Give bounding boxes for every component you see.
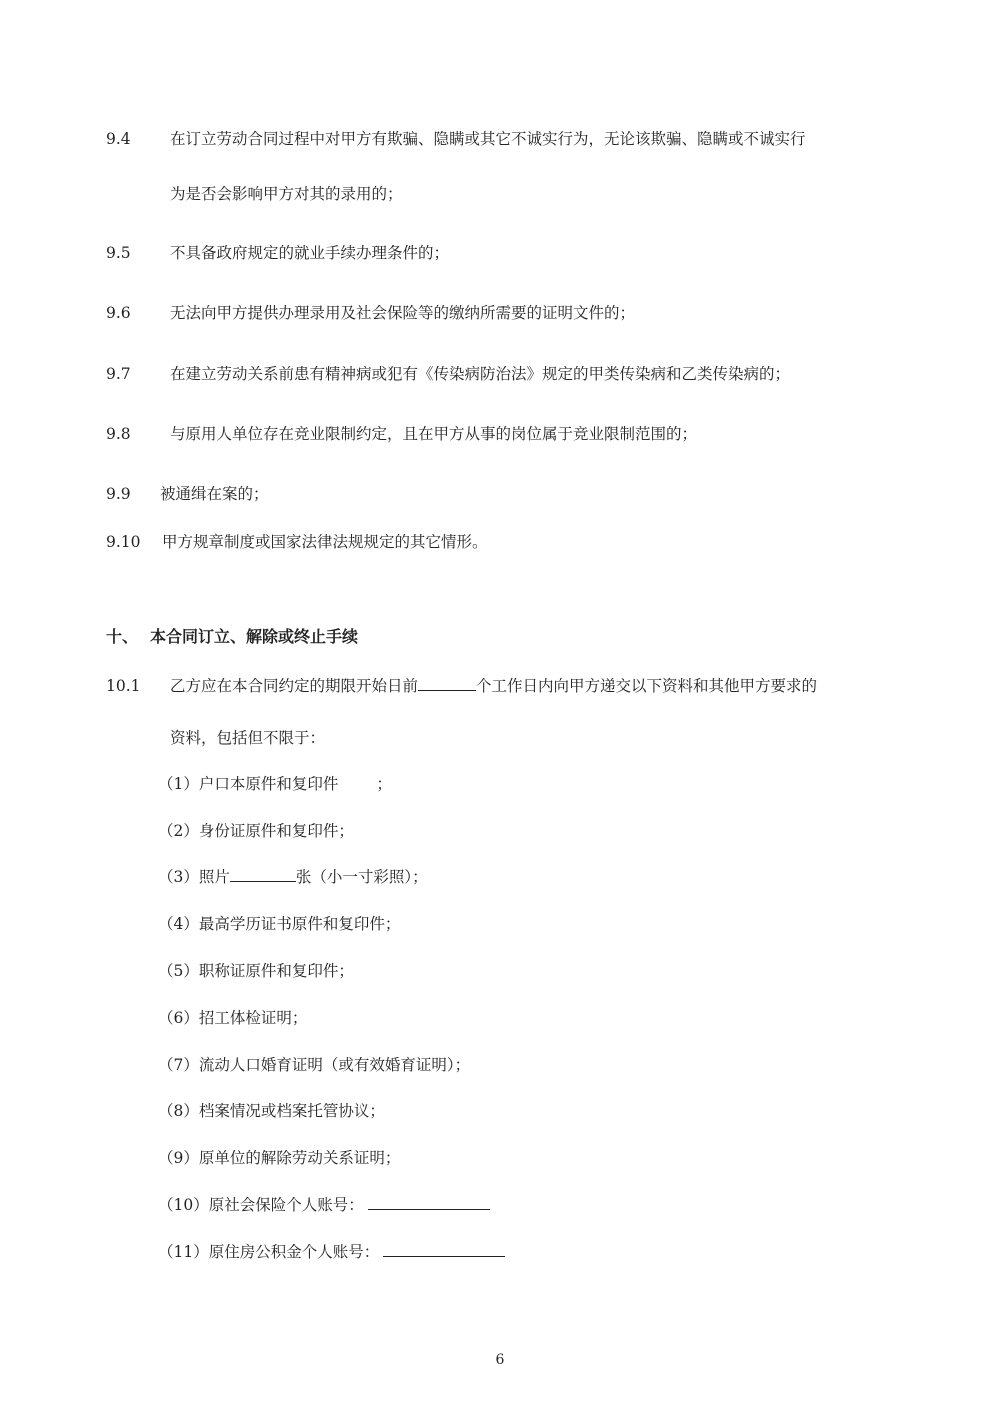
page-number: 6 [495, 1352, 505, 1368]
clause-number: 9.7 [106, 365, 131, 383]
item-label: （9）原单位的解除劳动关系证明； [158, 1149, 401, 1167]
item-label: （7）流动人口婚育证明（或有效婚育证明）； [158, 1056, 471, 1074]
workday-count-blank[interactable] [418, 676, 476, 691]
clause-number: 9.5 [106, 244, 131, 262]
clause-text: 在建立劳动关系前患有精神病或犯有《传染病防治法》规定的甲类传染病和乙类传染病的； [170, 365, 791, 383]
clause-text-before: 乙方应在本合同约定的期限开始日前 [170, 677, 419, 695]
clause-text-after: 个工作日内向甲方递交以下资料和其他甲方要求的 [476, 677, 818, 695]
item-label: （2）身份证原件和复印件； [158, 822, 354, 840]
item-label: （3）照片 [158, 868, 230, 886]
clause-number: 9.6 [106, 304, 131, 322]
item-label: （5）职称证原件和复印件； [158, 962, 354, 980]
clause-text: 在订立劳动合同过程中对甲方有欺骗、隐瞒或其它不诚实行为，无论该欺骗、隐瞒或不诚实行 [170, 130, 806, 148]
section-number: 十、 [106, 627, 139, 646]
item-label: （4）最高学历证书原件和复印件； [158, 915, 401, 933]
clause-number: 9.10 [106, 533, 141, 551]
item-label: （6）招工体检证明； [158, 1009, 308, 1027]
clause-number: 10.1 [106, 677, 141, 695]
clause-text: 为是否会影响甲方对其的录用的； [170, 185, 403, 203]
housing-fund-account-blank[interactable] [383, 1242, 505, 1257]
clause-text: 甲方规章制度或国家法律法规规定的其它情形。 [162, 533, 488, 551]
item-suffix: 张（小一寸彩照）； [295, 868, 428, 886]
item-label: （8）档案情况或档案托管协议； [158, 1102, 385, 1120]
item-suffix: ； [376, 775, 392, 793]
section-title: 本合同订立、解除或终止手续 [150, 627, 359, 646]
clause-text: 被通缉在案的； [160, 485, 269, 503]
clause-number: 9.8 [106, 425, 131, 443]
item-label: （11）原住房公积金个人账号： [158, 1243, 380, 1261]
clause-number: 9.9 [106, 485, 131, 503]
clause-text: 资料，包括但不限于： [170, 729, 326, 747]
photo-count-blank[interactable] [230, 867, 296, 882]
clause-text: 不具备政府规定的就业手续办理条件的； [170, 244, 450, 262]
item-label: （1）户口本原件和复印件 [158, 775, 339, 793]
social-insurance-account-blank[interactable] [368, 1195, 490, 1210]
item-label: （10）原社会保险个人账号： [158, 1196, 364, 1214]
clause-text: 无法向甲方提供办理录用及社会保险等的缴纳所需要的证明文件的； [170, 304, 636, 322]
clause-number: 9.4 [106, 130, 131, 148]
clause-text [170, 676, 817, 696]
clause-text: 与原用人单位存在竞业限制约定，且在甲方从事的岗位属于竞业限制范围的； [170, 425, 698, 443]
